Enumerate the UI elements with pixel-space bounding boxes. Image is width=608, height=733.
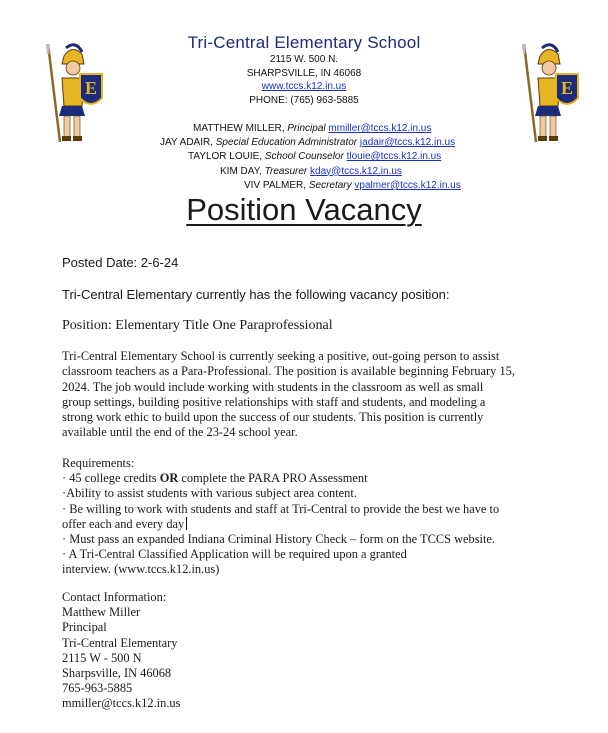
description-line: classroom teachers as a Para-Professional. The position is available beginning February 15, [62, 364, 515, 379]
contact-heading: Contact Information: [62, 590, 167, 604]
letterhead [120, 32, 488, 107]
phone-number: PHONE: (765) 963-5885 [249, 94, 359, 106]
staff-email-link[interactable]: kday@tccs.k12.in.us [310, 165, 402, 177]
posted-date: Posted Date: 2-6-24 [62, 255, 179, 270]
contact-school: Tri-Central Elementary [62, 635, 178, 650]
address-line-2: SHARPSVILLE, IN 46068 [246, 67, 362, 79]
contact-city: Sharpsville, IN 46068 [62, 666, 172, 681]
requirement-item-continued: offer each and every day [62, 517, 548, 532]
staff-list [120, 122, 520, 193]
staff-name: MATTHEW MILLER, [193, 123, 285, 134]
description-line: available until the end of the 23-24 school year. [62, 425, 298, 440]
staff-name: TAYLOR LOUIE, [188, 151, 263, 163]
intro-text: Tri-Central Elementary currently has the following vacancy position: [62, 287, 450, 302]
description-line: group settings, building positive relationships with staff and students, and modeling a [62, 394, 486, 409]
requirement-item: · Must pass an expanded Indiana Criminal History Check – form on the TCCS website. [62, 532, 496, 547]
staff-row [120, 165, 520, 179]
staff-row [120, 122, 520, 136]
contact-street: 2115 W - 500 N [62, 650, 142, 665]
staff-role: Principal [287, 123, 326, 134]
staff-role: School Counselor [264, 151, 344, 163]
contact-email: mmiller@tccs.k12.in.us [62, 696, 181, 711]
address-line-1: 2115 W. 500 N. [269, 54, 339, 65]
staff-email-link[interactable]: vpalmer@tccs.k12.in.us [354, 179, 461, 191]
staff-role: Secretary [308, 179, 352, 191]
staff-name: JAY ADAIR, [160, 137, 213, 149]
staff-name: KIM DAY, [220, 165, 262, 177]
requirements-section [62, 456, 548, 578]
staff-email-link[interactable]: mmiller@tccs.k12.in.us [328, 123, 432, 134]
requirement-item: · Be willing to work with students and staff at Tri-Central to provide the best we have to [62, 501, 500, 516]
requirement-item-continued: interview. (www.tccs.k12.in.us) [62, 562, 220, 577]
staff-email-link[interactable]: tlouie@tccs.k12.in.us [346, 151, 442, 163]
trojan-warrior-icon [40, 42, 106, 146]
staff-row [120, 150, 520, 164]
requirement-item: ·Ability to assist students with various subject area content. [62, 486, 357, 501]
description-line: 2024. The job would include working with students in the classroom as well as small [62, 379, 484, 394]
job-description [62, 349, 548, 441]
school-name: Tri-Central Elementary School [187, 33, 421, 52]
trojan-warrior-icon [516, 42, 582, 146]
contact-phone: 765-963-5885 [62, 681, 133, 696]
description-line: strong work ethic to build upon the success of our students. This position is currently [62, 410, 484, 425]
staff-role: Special Education Administrator [215, 137, 358, 149]
requirement-item: · A Tri-Central Classified Application will be required upon a granted [62, 547, 407, 562]
contact-title: Principal [62, 620, 107, 635]
school-website-link[interactable]: www.tccs.k12.in.us [261, 81, 347, 92]
svg-text:E: E [84, 78, 98, 98]
text-cursor [186, 517, 187, 530]
staff-email-link[interactable]: jadair@tccs.k12.in.us [359, 137, 456, 149]
contact-information [62, 590, 180, 712]
svg-text:E: E [560, 78, 574, 98]
staff-name: VIV PALMER, [244, 179, 307, 191]
staff-row [120, 136, 520, 150]
description-line: Tri-Central Elementary School is currently seeking a positive, out-going person to assist [62, 349, 500, 363]
page-title: Position Vacancy [186, 192, 422, 227]
position-title: Position: Elementary Title One Paraprofessional [62, 318, 333, 333]
contact-name: Matthew Miller [62, 605, 141, 620]
requirements-heading: Requirements: [62, 456, 135, 470]
requirement-item: · 45 college credits OR complete the PARA PRO Assessment [62, 471, 368, 486]
staff-role: Treasurer [264, 165, 308, 177]
